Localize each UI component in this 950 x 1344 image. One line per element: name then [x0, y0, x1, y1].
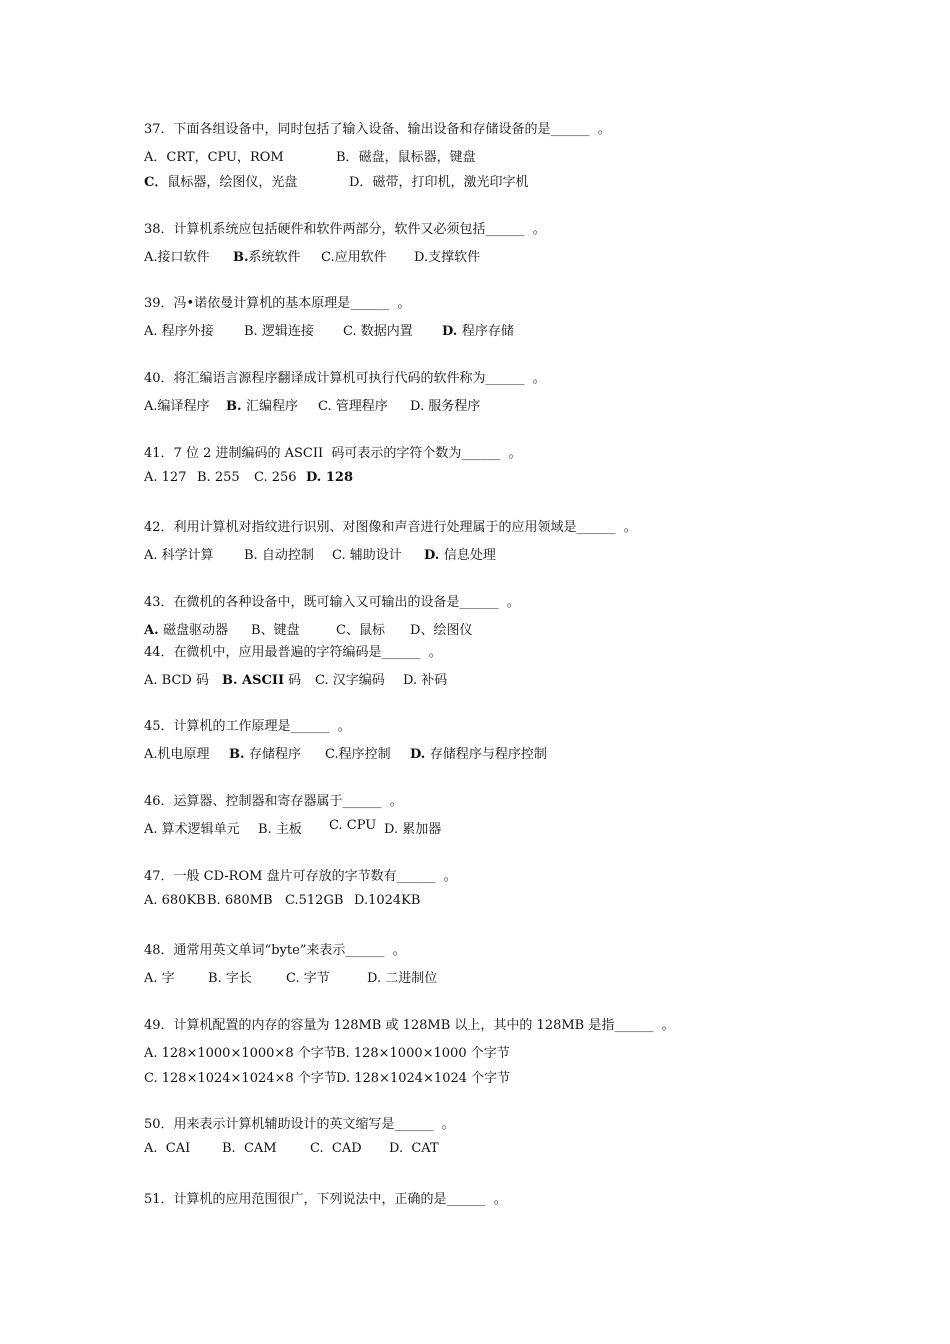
option-text: 主板	[275, 822, 302, 837]
answer-option	[336, 619, 385, 638]
option-label: B.	[233, 250, 249, 265]
answer-option	[144, 1141, 190, 1156]
option-text: 存储程序与程序控制	[429, 747, 547, 762]
option-label: B.	[208, 971, 226, 986]
question-stem: 38．计算机系统应包括硬件和软件两部分，软件又必须包括______ 。	[144, 222, 546, 237]
option-text: 汉字编码	[332, 673, 385, 688]
option-label: D.	[410, 399, 429, 414]
answer-option	[144, 893, 206, 908]
option-label: A.	[144, 324, 162, 339]
option-label: B.	[207, 893, 225, 908]
option-text: 255	[214, 470, 240, 485]
answer-option	[244, 320, 314, 339]
answer-option	[285, 893, 343, 908]
question-stem: 51．计算机的应用范围很广，下列说法中，正确的是______ 。	[144, 1192, 507, 1207]
option-label: D.	[403, 673, 422, 688]
answer-option	[389, 1141, 439, 1156]
option-text: 接口软件	[157, 250, 210, 265]
answer-option	[144, 619, 228, 638]
answer-option	[336, 1042, 510, 1061]
option-text: 汇编程序	[246, 399, 299, 414]
option-label: A.	[144, 548, 162, 563]
question-stem: 49．计算机配置的内存的容量为 128MB 或 128MB 以上，其中的 128MB 是指______ 。	[144, 1018, 675, 1033]
answer-option	[222, 669, 301, 688]
answer-option	[410, 619, 472, 638]
option-text: 磁带，打印机，激光印字机	[372, 175, 529, 190]
option-label: A.	[144, 747, 158, 762]
answer-option	[207, 893, 273, 908]
option-label: D.	[442, 324, 462, 339]
option-text: 680KB	[161, 893, 206, 908]
answer-option	[144, 544, 214, 563]
option-text: CRT，CPU，ROM	[166, 150, 284, 165]
option-label: A.	[144, 250, 158, 265]
answer-option	[144, 320, 214, 339]
answer-option	[244, 544, 314, 563]
question-stem: 46．运算器、控制器和寄存器属于______ 。	[144, 794, 403, 809]
answer-option	[233, 246, 301, 265]
option-text: 机电原理	[157, 747, 210, 762]
option-label: B. ASCII	[222, 673, 285, 688]
option-text: 127	[161, 470, 187, 485]
answer-option	[144, 171, 297, 190]
answer-option	[254, 470, 297, 485]
option-text: 128×1000×1000 个字节	[353, 1046, 510, 1061]
question-stem: 43．在微机的各种设备中，既可输入又可输出的设备是______ 。	[144, 595, 520, 610]
option-text: 128×1024×1024×8 个字节	[161, 1071, 337, 1086]
option-label: A.	[144, 470, 162, 485]
option-text: 信息处理	[443, 548, 496, 563]
option-text: CAD	[331, 1141, 362, 1156]
question-stem: 48．通常用英文单词“byte”来表示______ 。	[144, 943, 406, 958]
option-label: B.	[222, 1141, 244, 1156]
option-text: 128×1024×1024 个字节	[354, 1071, 511, 1086]
option-label: B.	[336, 1046, 354, 1061]
option-label: A.	[144, 893, 162, 908]
answer-option	[226, 395, 298, 414]
answer-option	[310, 1141, 362, 1156]
option-text: 存储程序	[249, 747, 302, 762]
option-text: 码	[284, 673, 302, 688]
option-label: C.	[343, 324, 361, 339]
answer-option	[318, 395, 388, 414]
answer-option	[442, 320, 514, 339]
option-text: BCD 码	[161, 673, 209, 688]
answer-option	[424, 544, 496, 563]
option-text: 程序控制	[338, 747, 391, 762]
answer-option	[321, 246, 387, 265]
question-stem: 40．将汇编语言源程序翻译成计算机可执行代码的软件称为______ 。	[144, 371, 546, 386]
answer-option	[384, 818, 441, 837]
option-label: D.	[389, 1141, 412, 1156]
answer-option	[197, 470, 240, 485]
answer-option	[144, 395, 210, 414]
option-text: 应用软件	[334, 250, 387, 265]
answer-option	[144, 1067, 337, 1086]
option-text: CAT	[411, 1141, 439, 1156]
answer-option	[336, 1067, 510, 1086]
answer-option	[144, 967, 175, 986]
option-text: 辅助设计	[349, 548, 402, 563]
option-text: CAM	[243, 1141, 277, 1156]
question-stem: 50．用来表示计算机辅助设计的英文缩写是______ 。	[144, 1117, 455, 1132]
option-text: 程序外接	[161, 324, 214, 339]
option-label: C.	[285, 893, 299, 908]
option-label: C.	[310, 1141, 332, 1156]
option-text: 512GB	[298, 893, 344, 908]
answer-option	[229, 743, 301, 762]
option-label: A．	[144, 150, 167, 165]
answer-option	[414, 246, 480, 265]
option-text: 系统软件	[248, 250, 301, 265]
answer-option	[306, 470, 353, 485]
option-label: A.	[144, 1046, 162, 1061]
option-label: C.	[321, 250, 335, 265]
option-label: D.	[306, 470, 326, 485]
question-stem: 47．一般 CD-ROM 盘片可存放的字节数有______ 。	[144, 869, 457, 884]
option-label: C．	[144, 175, 168, 190]
option-text: 二进制位	[385, 971, 438, 986]
answer-option	[410, 395, 480, 414]
option-label: A.	[144, 1141, 166, 1156]
option-label: B.	[258, 822, 276, 837]
option-text: 算术逻辑单元	[161, 822, 240, 837]
option-label: A.	[144, 623, 164, 638]
option-label: D	[410, 623, 421, 638]
option-label: B	[251, 623, 261, 638]
answer-option	[332, 544, 402, 563]
option-text: 程序存储	[461, 324, 514, 339]
option-label: C.	[329, 818, 347, 833]
option-label: A.	[144, 822, 162, 837]
option-text: 支撑软件	[428, 250, 481, 265]
answer-option	[336, 146, 476, 165]
answer-option	[222, 1141, 277, 1156]
option-label: C.	[286, 971, 304, 986]
answer-option	[367, 967, 437, 986]
option-text: 680MB	[224, 893, 273, 908]
option-text: 管理程序	[335, 399, 388, 414]
option-text: 自动控制	[261, 548, 314, 563]
option-text: 128	[325, 470, 354, 485]
option-label: C.	[315, 673, 333, 688]
answer-option	[144, 743, 210, 762]
answer-option	[144, 1042, 337, 1061]
question-stem: 41．7 位 2 进制编码的 ASCII 码可表示的字符个数为______ 。	[144, 446, 522, 461]
answer-option	[144, 146, 284, 165]
answer-option	[251, 619, 300, 638]
question-stem: 44．在微机中，应用最普遍的字符编码是______ 。	[144, 645, 442, 660]
option-label: A.	[144, 673, 162, 688]
option-text: 数据内置	[360, 324, 413, 339]
option-label: C.	[318, 399, 336, 414]
option-text: 1024KB	[368, 893, 421, 908]
option-label: B.	[244, 324, 262, 339]
option-text: 字	[161, 971, 175, 986]
option-text: 128×1000×1000×8 个字节	[161, 1046, 337, 1061]
option-text: 256	[271, 470, 297, 485]
answer-option	[325, 743, 391, 762]
option-text: 磁盘，鼠标器，键盘	[358, 150, 476, 165]
option-label: B．	[336, 150, 359, 165]
option-text: 字节	[303, 971, 330, 986]
option-label: C.	[254, 470, 272, 485]
option-text: CPU	[346, 818, 377, 833]
option-text: 逻辑连接	[261, 324, 314, 339]
answer-option	[410, 743, 547, 762]
question-stem: 39．冯•诺依曼计算机的基本原理是______ 。	[144, 296, 411, 311]
option-label: C.	[144, 1071, 162, 1086]
option-text: 服务程序	[428, 399, 481, 414]
answer-option	[329, 818, 376, 833]
option-label: C.	[332, 548, 350, 563]
option-label: D.	[367, 971, 386, 986]
option-label: D.	[336, 1071, 355, 1086]
answer-option	[286, 967, 330, 986]
option-label: D.	[414, 250, 429, 265]
option-text: 、绘图仪	[420, 623, 473, 638]
question-stem: 37．下面各组设备中，同时包括了输入设备、输出设备和存储设备的是______ 。	[144, 122, 611, 137]
option-label: D.	[410, 747, 430, 762]
answer-option	[144, 669, 209, 688]
option-label: B.	[197, 470, 215, 485]
answer-option	[144, 246, 210, 265]
option-text: 编译程序	[157, 399, 210, 414]
answer-option	[144, 818, 240, 837]
option-text: 鼠标器，绘图仪，光盘	[167, 175, 298, 190]
option-label: D．	[349, 175, 373, 190]
answer-option	[403, 669, 447, 688]
option-text: 累加器	[402, 822, 442, 837]
option-label: B.	[226, 399, 247, 414]
option-text: 补码	[421, 673, 448, 688]
answer-option	[354, 893, 420, 908]
option-label: B.	[229, 747, 250, 762]
option-label: D.	[424, 548, 444, 563]
question-stem: 42．利用计算机对指纹进行识别、对图像和声音进行处理属于的应用领域是______ 。	[144, 520, 637, 535]
option-label: C	[336, 623, 346, 638]
option-text: 科学计算	[161, 548, 214, 563]
option-text: 、键盘	[260, 623, 300, 638]
option-text: 字长	[225, 971, 252, 986]
option-label: C.	[325, 747, 339, 762]
answer-option	[315, 669, 385, 688]
answer-option	[258, 818, 302, 837]
option-label: A.	[144, 971, 162, 986]
answer-option	[349, 171, 528, 190]
option-label: A.	[144, 399, 158, 414]
option-text: CAI	[165, 1141, 191, 1156]
option-text: 磁盘驱动器	[163, 623, 229, 638]
option-label: D.	[384, 822, 403, 837]
option-label: B.	[244, 548, 262, 563]
answer-option	[343, 320, 413, 339]
answer-option	[208, 967, 252, 986]
answer-option	[144, 470, 186, 485]
question-stem: 45．计算机的工作原理是______ 。	[144, 719, 351, 734]
option-label: D.	[354, 893, 369, 908]
option-text: 、鼠标	[345, 623, 385, 638]
